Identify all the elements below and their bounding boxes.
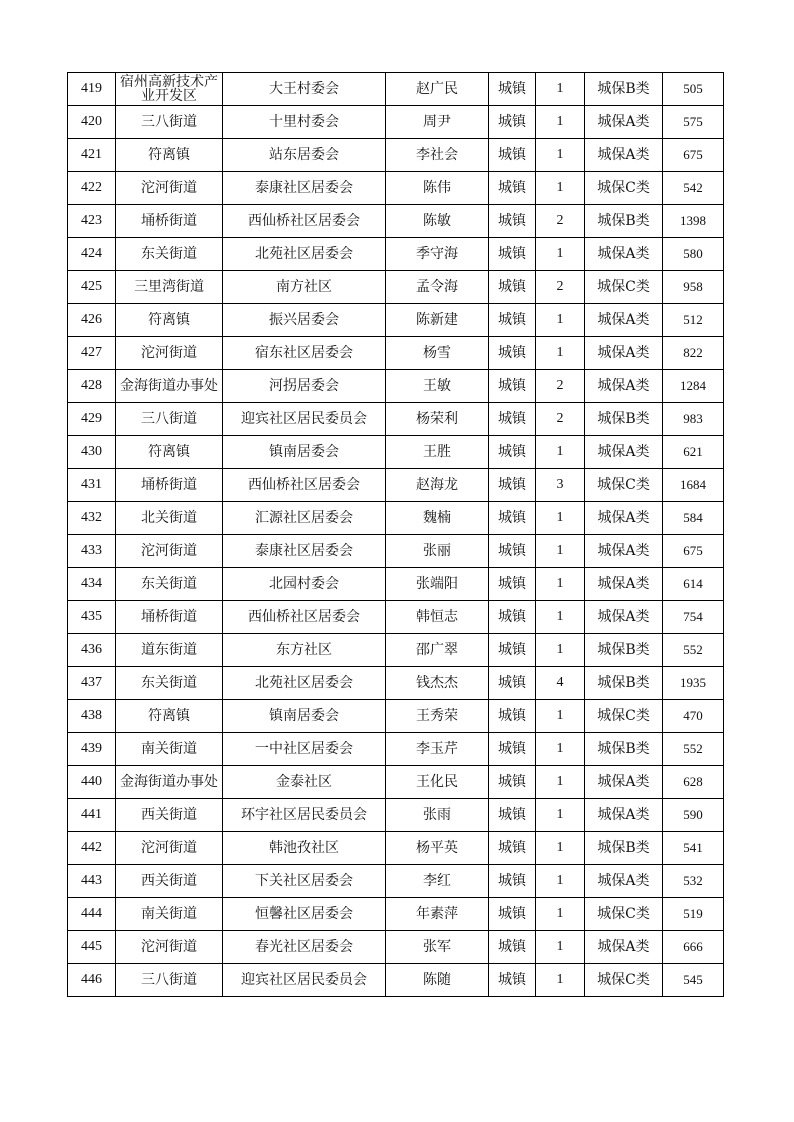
area-type-cell: 城镇 — [489, 568, 536, 601]
name-cell: 张军 — [386, 931, 489, 964]
area-type-cell: 城镇 — [489, 172, 536, 205]
amount-cell: 470 — [663, 700, 724, 733]
area-type-cell: 城镇 — [489, 469, 536, 502]
table-row — [68, 799, 724, 832]
category-cell: 城保A类 — [585, 304, 663, 337]
category-cell: 城保A类 — [585, 370, 663, 403]
table-row — [68, 601, 724, 634]
area-type-cell: 城镇 — [489, 832, 536, 865]
table-body — [68, 73, 724, 997]
table-row — [68, 832, 724, 865]
area-type-cell: 城镇 — [489, 205, 536, 238]
name-cell: 李玉芹 — [386, 733, 489, 766]
street-cell: 埇桥街道 — [116, 469, 223, 502]
serial-number-cell: 440 — [68, 766, 116, 799]
table-row — [68, 535, 724, 568]
assistance-roster-table — [67, 72, 724, 997]
category-cell: 城保A类 — [585, 535, 663, 568]
name-cell: 陈随 — [386, 964, 489, 997]
area-type-cell: 城镇 — [489, 634, 536, 667]
household-size-cell: 1 — [536, 73, 585, 106]
community-cell: 镇南居委会 — [223, 436, 386, 469]
name-cell: 杨荣利 — [386, 403, 489, 436]
area-type-cell: 城镇 — [489, 601, 536, 634]
household-size-cell: 1 — [536, 502, 585, 535]
name-cell: 张雨 — [386, 799, 489, 832]
amount-cell: 590 — [663, 799, 724, 832]
household-size-cell: 2 — [536, 205, 585, 238]
area-type-cell: 城镇 — [489, 271, 536, 304]
area-type-cell: 城镇 — [489, 766, 536, 799]
community-cell: 西仙桥社区居委会 — [223, 469, 386, 502]
name-cell: 赵广民 — [386, 73, 489, 106]
table-row — [68, 139, 724, 172]
street-cell: 金海街道办事处 — [116, 370, 223, 403]
category-cell: 城保B类 — [585, 733, 663, 766]
street-cell: 南关街道 — [116, 733, 223, 766]
area-type-cell: 城镇 — [489, 898, 536, 931]
amount-cell: 1684 — [663, 469, 724, 502]
table-row — [68, 733, 724, 766]
amount-cell: 545 — [663, 964, 724, 997]
street-cell: 沱河街道 — [116, 931, 223, 964]
name-cell: 杨雪 — [386, 337, 489, 370]
amount-cell: 541 — [663, 832, 724, 865]
name-cell: 杨平英 — [386, 832, 489, 865]
street-cell: 沱河街道 — [116, 337, 223, 370]
street-cell: 西关街道 — [116, 799, 223, 832]
amount-cell: 675 — [663, 535, 724, 568]
street-cell: 符离镇 — [116, 139, 223, 172]
table-row — [68, 667, 724, 700]
area-type-cell: 城镇 — [489, 667, 536, 700]
serial-number-cell: 429 — [68, 403, 116, 436]
serial-number-cell: 431 — [68, 469, 116, 502]
community-cell: 北园村委会 — [223, 568, 386, 601]
category-cell: 城保C类 — [585, 700, 663, 733]
area-type-cell: 城镇 — [489, 865, 536, 898]
name-cell: 陈敏 — [386, 205, 489, 238]
category-cell: 城保A类 — [585, 337, 663, 370]
table-row — [68, 502, 724, 535]
serial-number-cell: 446 — [68, 964, 116, 997]
serial-number-cell: 436 — [68, 634, 116, 667]
street-cell: 符离镇 — [116, 436, 223, 469]
category-cell: 城保A类 — [585, 931, 663, 964]
household-size-cell: 4 — [536, 667, 585, 700]
category-cell: 城保C类 — [585, 964, 663, 997]
serial-number-cell: 427 — [68, 337, 116, 370]
category-cell: 城保A类 — [585, 106, 663, 139]
serial-number-cell: 421 — [68, 139, 116, 172]
amount-cell: 754 — [663, 601, 724, 634]
table-row — [68, 931, 724, 964]
serial-number-cell: 419 — [68, 73, 116, 106]
table-row — [68, 73, 724, 106]
community-cell: 宿东社区居委会 — [223, 337, 386, 370]
household-size-cell: 1 — [536, 337, 585, 370]
amount-cell: 575 — [663, 106, 724, 139]
community-cell: 迎宾社区居民委员会 — [223, 964, 386, 997]
serial-number-cell: 442 — [68, 832, 116, 865]
community-cell: 西仙桥社区居委会 — [223, 205, 386, 238]
table-row — [68, 865, 724, 898]
category-cell: 城保A类 — [585, 601, 663, 634]
street-cell: 沱河街道 — [116, 832, 223, 865]
street-cell: 东关街道 — [116, 568, 223, 601]
name-cell: 魏楠 — [386, 502, 489, 535]
street-cell: 埇桥街道 — [116, 205, 223, 238]
amount-cell: 675 — [663, 139, 724, 172]
category-cell: 城保B类 — [585, 634, 663, 667]
household-size-cell: 1 — [536, 931, 585, 964]
household-size-cell: 1 — [536, 238, 585, 271]
category-cell: 城保C类 — [585, 271, 663, 304]
street-cell: 北关街道 — [116, 502, 223, 535]
area-type-cell: 城镇 — [489, 139, 536, 172]
community-cell: 振兴居委会 — [223, 304, 386, 337]
serial-number-cell: 433 — [68, 535, 116, 568]
name-cell: 李红 — [386, 865, 489, 898]
area-type-cell: 城镇 — [489, 337, 536, 370]
area-type-cell: 城镇 — [489, 502, 536, 535]
household-size-cell: 3 — [536, 469, 585, 502]
street-cell: 三里湾街道 — [116, 271, 223, 304]
street-cell: 东关街道 — [116, 667, 223, 700]
table-row — [68, 403, 724, 436]
table-row — [68, 634, 724, 667]
household-size-cell: 1 — [536, 172, 585, 205]
table-row — [68, 337, 724, 370]
name-cell: 王敏 — [386, 370, 489, 403]
community-cell: 东方社区 — [223, 634, 386, 667]
serial-number-cell: 423 — [68, 205, 116, 238]
name-cell: 季守海 — [386, 238, 489, 271]
serial-number-cell: 437 — [68, 667, 116, 700]
amount-cell: 552 — [663, 634, 724, 667]
street-cell: 道东街道 — [116, 634, 223, 667]
area-type-cell: 城镇 — [489, 304, 536, 337]
amount-cell: 614 — [663, 568, 724, 601]
name-cell: 邵广翠 — [386, 634, 489, 667]
amount-cell: 505 — [663, 73, 724, 106]
serial-number-cell: 443 — [68, 865, 116, 898]
street-cell: 南关街道 — [116, 898, 223, 931]
community-cell: 河拐居委会 — [223, 370, 386, 403]
street-cell: 符离镇 — [116, 304, 223, 337]
table-row — [68, 700, 724, 733]
category-cell: 城保A类 — [585, 436, 663, 469]
table-row — [68, 172, 724, 205]
community-cell: 北苑社区居委会 — [223, 238, 386, 271]
amount-cell: 628 — [663, 766, 724, 799]
community-cell: 西仙桥社区居委会 — [223, 601, 386, 634]
category-cell: 城保B类 — [585, 403, 663, 436]
household-size-cell: 1 — [536, 964, 585, 997]
amount-cell: 532 — [663, 865, 724, 898]
table-row — [68, 304, 724, 337]
household-size-cell: 1 — [536, 733, 585, 766]
community-cell: 镇南居委会 — [223, 700, 386, 733]
household-size-cell: 2 — [536, 271, 585, 304]
name-cell: 年素萍 — [386, 898, 489, 931]
area-type-cell: 城镇 — [489, 700, 536, 733]
serial-number-cell: 424 — [68, 238, 116, 271]
community-cell: 环宇社区居民委员会 — [223, 799, 386, 832]
household-size-cell: 1 — [536, 139, 585, 172]
household-size-cell: 1 — [536, 436, 585, 469]
community-cell: 北苑社区居委会 — [223, 667, 386, 700]
table-row — [68, 205, 724, 238]
community-cell: 泰康社区居委会 — [223, 535, 386, 568]
serial-number-cell: 441 — [68, 799, 116, 832]
category-cell: 城保A类 — [585, 799, 663, 832]
street-cell: 埇桥街道 — [116, 601, 223, 634]
category-cell: 城保C类 — [585, 898, 663, 931]
area-type-cell: 城镇 — [489, 106, 536, 139]
serial-number-cell: 428 — [68, 370, 116, 403]
category-cell: 城保B类 — [585, 667, 663, 700]
community-cell: 一中社区居委会 — [223, 733, 386, 766]
category-cell: 城保A类 — [585, 568, 663, 601]
street-cell: 三八街道 — [116, 964, 223, 997]
serial-number-cell: 425 — [68, 271, 116, 304]
name-cell: 钱杰杰 — [386, 667, 489, 700]
amount-cell: 983 — [663, 403, 724, 436]
area-type-cell: 城镇 — [489, 799, 536, 832]
street-cell: 三八街道 — [116, 403, 223, 436]
amount-cell: 621 — [663, 436, 724, 469]
name-cell: 赵海龙 — [386, 469, 489, 502]
community-cell: 迎宾社区居民委员会 — [223, 403, 386, 436]
name-cell: 韩恒志 — [386, 601, 489, 634]
community-cell: 下关社区居委会 — [223, 865, 386, 898]
area-type-cell: 城镇 — [489, 403, 536, 436]
household-size-cell: 2 — [536, 370, 585, 403]
serial-number-cell: 438 — [68, 700, 116, 733]
category-cell: 城保A类 — [585, 139, 663, 172]
table-row — [68, 964, 724, 997]
household-size-cell: 1 — [536, 799, 585, 832]
household-size-cell: 1 — [536, 535, 585, 568]
table-row — [68, 436, 724, 469]
serial-number-cell: 426 — [68, 304, 116, 337]
household-size-cell: 1 — [536, 106, 585, 139]
serial-number-cell: 420 — [68, 106, 116, 139]
table-row — [68, 370, 724, 403]
table-row — [68, 469, 724, 502]
name-cell: 周尹 — [386, 106, 489, 139]
name-cell: 王秀荣 — [386, 700, 489, 733]
amount-cell: 666 — [663, 931, 724, 964]
household-size-cell: 1 — [536, 601, 585, 634]
household-size-cell: 1 — [536, 700, 585, 733]
serial-number-cell: 434 — [68, 568, 116, 601]
name-cell: 张端阳 — [386, 568, 489, 601]
community-cell: 泰康社区居委会 — [223, 172, 386, 205]
amount-cell: 552 — [663, 733, 724, 766]
community-cell: 南方社区 — [223, 271, 386, 304]
street-cell: 沱河街道 — [116, 172, 223, 205]
street-cell: 宿州高新技术产业开发区 — [116, 73, 223, 106]
amount-cell: 958 — [663, 271, 724, 304]
community-cell: 站东居委会 — [223, 139, 386, 172]
amount-cell: 1398 — [663, 205, 724, 238]
area-type-cell: 城镇 — [489, 535, 536, 568]
area-type-cell: 城镇 — [489, 964, 536, 997]
community-cell: 韩池孜社区 — [223, 832, 386, 865]
household-size-cell: 1 — [536, 832, 585, 865]
community-cell: 金泰社区 — [223, 766, 386, 799]
table-row — [68, 271, 724, 304]
table-row — [68, 898, 724, 931]
category-cell: 城保A类 — [585, 766, 663, 799]
street-cell: 沱河街道 — [116, 535, 223, 568]
area-type-cell: 城镇 — [489, 436, 536, 469]
serial-number-cell: 422 — [68, 172, 116, 205]
name-cell: 李社会 — [386, 139, 489, 172]
category-cell: 城保A类 — [585, 865, 663, 898]
amount-cell: 512 — [663, 304, 724, 337]
name-cell: 王胜 — [386, 436, 489, 469]
category-cell: 城保B类 — [585, 832, 663, 865]
household-size-cell: 1 — [536, 634, 585, 667]
table-row — [68, 568, 724, 601]
area-type-cell: 城镇 — [489, 931, 536, 964]
household-size-cell: 1 — [536, 766, 585, 799]
area-type-cell: 城镇 — [489, 733, 536, 766]
street-cell: 东关街道 — [116, 238, 223, 271]
table-row — [68, 238, 724, 271]
serial-number-cell: 439 — [68, 733, 116, 766]
street-cell: 三八街道 — [116, 106, 223, 139]
category-cell: 城保B类 — [585, 73, 663, 106]
table-row — [68, 106, 724, 139]
amount-cell: 584 — [663, 502, 724, 535]
street-cell: 符离镇 — [116, 700, 223, 733]
category-cell: 城保B类 — [585, 205, 663, 238]
amount-cell: 1935 — [663, 667, 724, 700]
household-size-cell: 1 — [536, 865, 585, 898]
name-cell: 王化民 — [386, 766, 489, 799]
amount-cell: 580 — [663, 238, 724, 271]
amount-cell: 542 — [663, 172, 724, 205]
community-cell: 大王村委会 — [223, 73, 386, 106]
category-cell: 城保A类 — [585, 238, 663, 271]
amount-cell: 822 — [663, 337, 724, 370]
community-cell: 恒馨社区居委会 — [223, 898, 386, 931]
community-cell: 十里村委会 — [223, 106, 386, 139]
area-type-cell: 城镇 — [489, 238, 536, 271]
household-size-cell: 1 — [536, 568, 585, 601]
category-cell: 城保A类 — [585, 502, 663, 535]
serial-number-cell: 432 — [68, 502, 116, 535]
community-cell: 春光社区居委会 — [223, 931, 386, 964]
serial-number-cell: 435 — [68, 601, 116, 634]
name-cell: 张丽 — [386, 535, 489, 568]
name-cell: 孟令海 — [386, 271, 489, 304]
street-cell: 金海街道办事处 — [116, 766, 223, 799]
amount-cell: 519 — [663, 898, 724, 931]
name-cell: 陈新建 — [386, 304, 489, 337]
household-size-cell: 1 — [536, 898, 585, 931]
table-row — [68, 766, 724, 799]
category-cell: 城保C类 — [585, 469, 663, 502]
serial-number-cell: 444 — [68, 898, 116, 931]
community-cell: 汇源社区居委会 — [223, 502, 386, 535]
category-cell: 城保C类 — [585, 172, 663, 205]
household-size-cell: 1 — [536, 304, 585, 337]
amount-cell: 1284 — [663, 370, 724, 403]
street-cell: 西关街道 — [116, 865, 223, 898]
serial-number-cell: 430 — [68, 436, 116, 469]
area-type-cell: 城镇 — [489, 370, 536, 403]
area-type-cell: 城镇 — [489, 73, 536, 106]
household-size-cell: 2 — [536, 403, 585, 436]
serial-number-cell: 445 — [68, 931, 116, 964]
name-cell: 陈伟 — [386, 172, 489, 205]
